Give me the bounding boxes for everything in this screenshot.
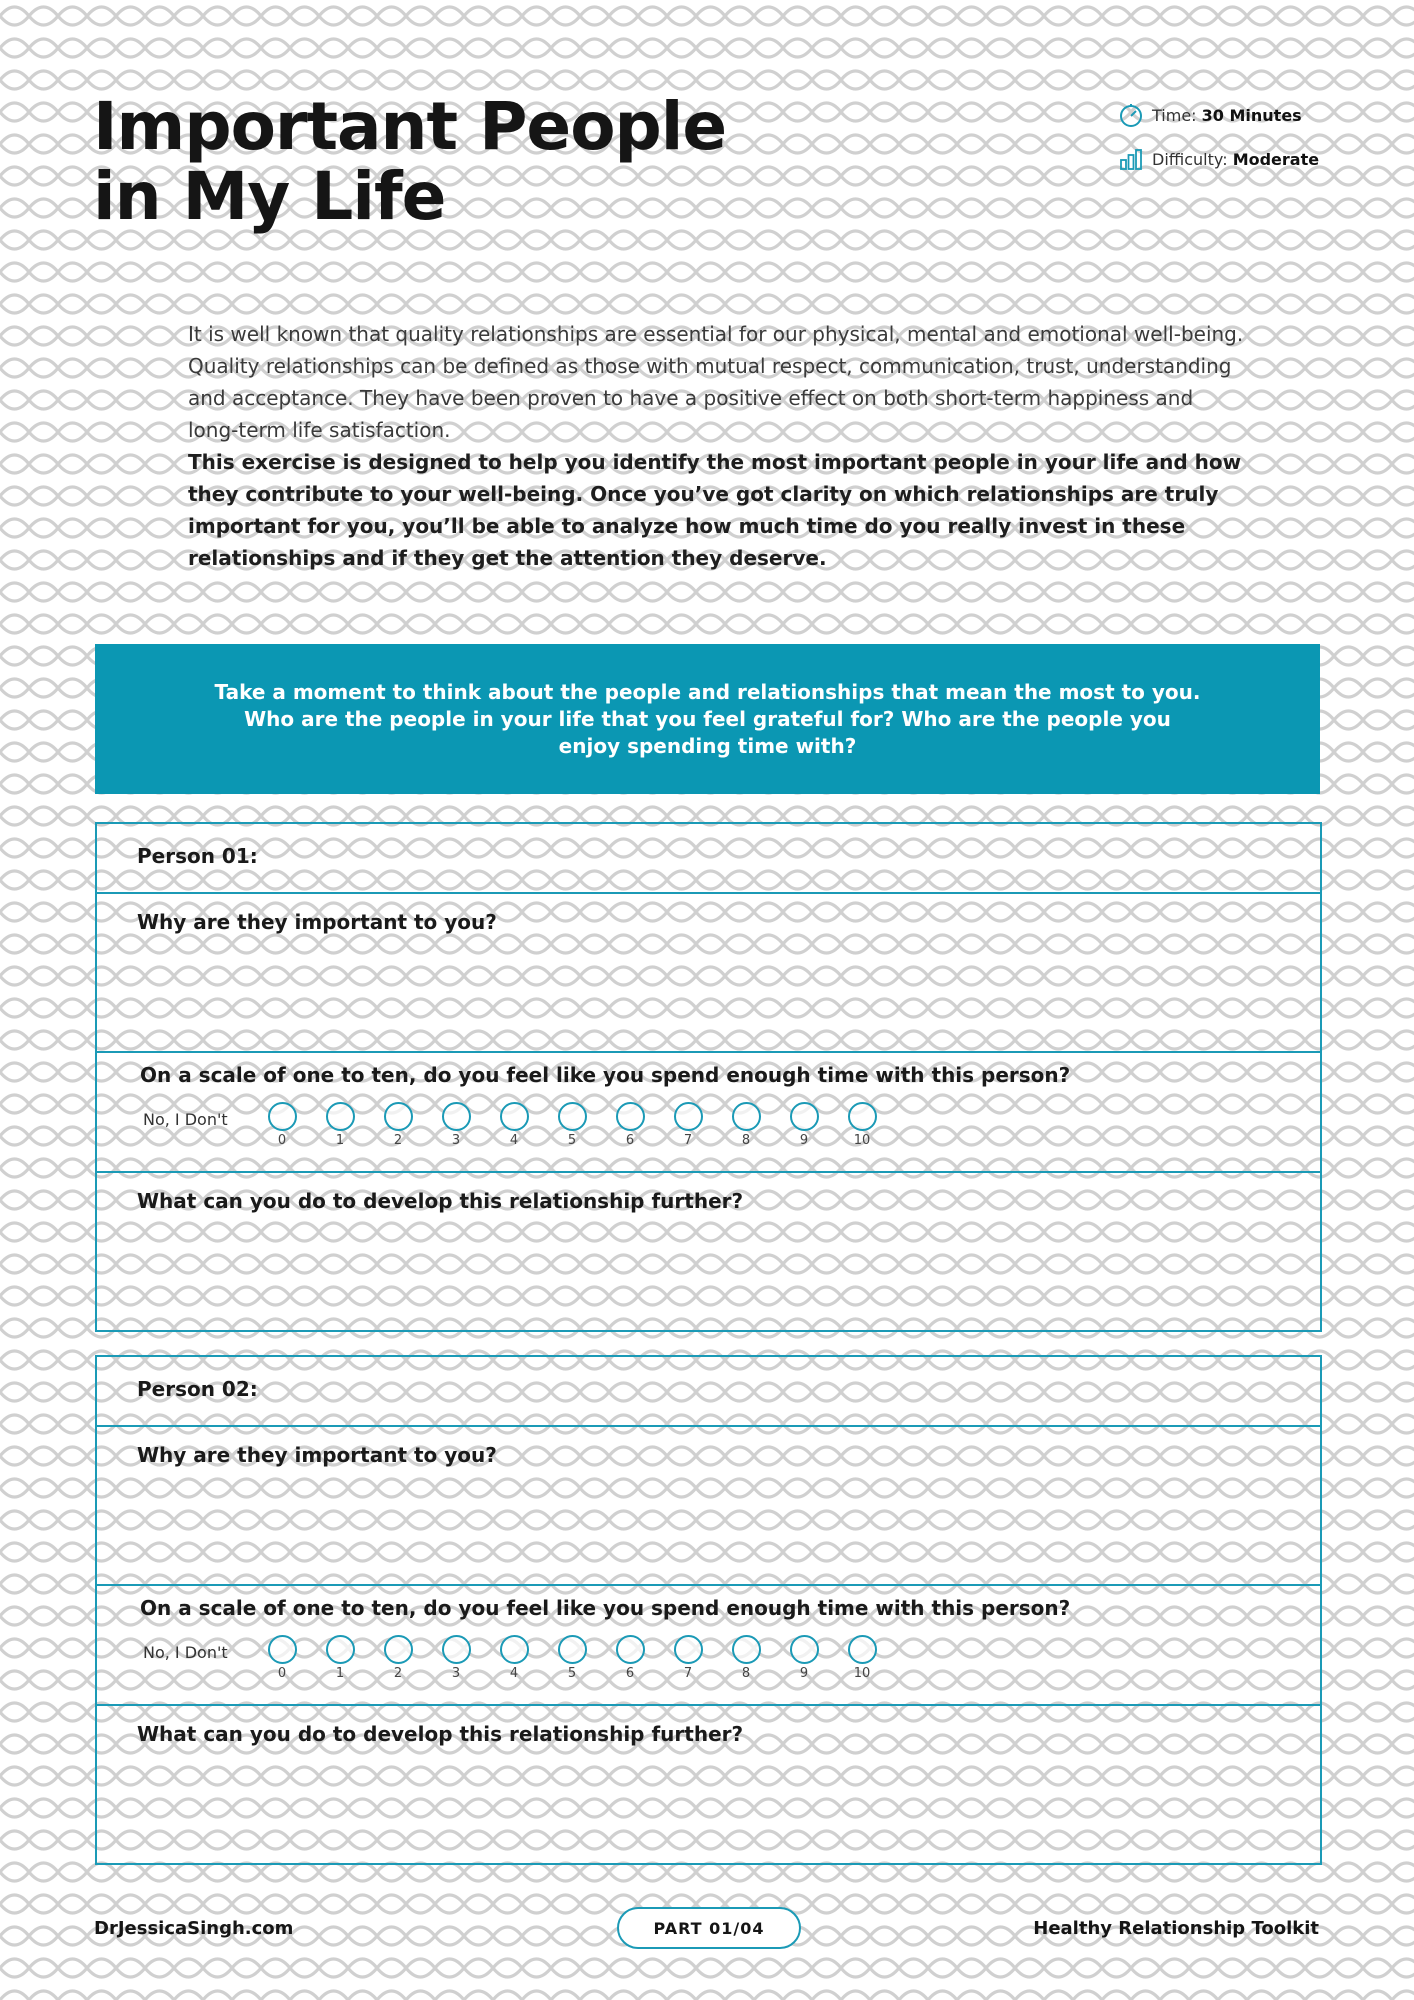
scale-question: On a scale of one to ten, do you feel like you spend enough time with this person? <box>140 1063 1071 1087</box>
scale-option-5[interactable] <box>552 1635 592 1681</box>
scale-number: 2 <box>393 1666 403 1681</box>
scale-number: 0 <box>277 1133 287 1148</box>
time-scale-row <box>97 1586 1320 1706</box>
radio-circle[interactable] <box>732 1102 761 1131</box>
scale-question: On a scale of one to ten, do you feel like you spend enough time with this person? <box>140 1596 1071 1620</box>
scale-number: 5 <box>567 1133 577 1148</box>
person-name-field[interactable] <box>97 1357 1320 1427</box>
scale-number: 1 <box>335 1666 345 1681</box>
radio-circle[interactable] <box>442 1102 471 1131</box>
scale-option-10[interactable] <box>842 1102 882 1148</box>
scale-option-0[interactable] <box>262 1102 302 1148</box>
radio-circle[interactable] <box>558 1102 587 1131</box>
why-important-field[interactable] <box>97 894 1320 1053</box>
person-card-2 <box>95 1355 1322 1865</box>
stopwatch-icon <box>1118 102 1144 128</box>
scale-option-6[interactable] <box>610 1635 650 1681</box>
radio-circle[interactable] <box>848 1635 877 1664</box>
radio-circle[interactable] <box>326 1635 355 1664</box>
radio-circle[interactable] <box>500 1635 529 1664</box>
scale-number: 10 <box>853 1133 871 1148</box>
scale-option-2[interactable] <box>378 1102 418 1148</box>
prompt-banner <box>95 644 1320 794</box>
radio-circle[interactable] <box>384 1635 413 1664</box>
radio-circle[interactable] <box>326 1102 355 1131</box>
develop-label: What can you do to develop this relationship further? <box>137 1722 744 1746</box>
scale-low-label: No, I Don't <box>143 1110 228 1129</box>
title-line-2: in My Life <box>93 158 446 235</box>
time-value: 30 Minutes <box>1201 105 1302 125</box>
scale-number: 6 <box>625 1666 635 1681</box>
scale-number: 8 <box>741 1666 751 1681</box>
radio-circle[interactable] <box>616 1102 645 1131</box>
radio-circle[interactable] <box>674 1102 703 1131</box>
scale-number: 1 <box>335 1133 345 1148</box>
radio-circle[interactable] <box>616 1635 645 1664</box>
radio-circle[interactable] <box>790 1102 819 1131</box>
person-label: Person 01: <box>137 844 258 868</box>
scale-number: 5 <box>567 1666 577 1681</box>
scale-option-1[interactable] <box>320 1102 360 1148</box>
scale-number: 4 <box>509 1666 519 1681</box>
develop-relationship-field[interactable] <box>97 1706 1320 1863</box>
part-indicator <box>617 1907 801 1949</box>
scale-number: 7 <box>683 1133 693 1148</box>
scale-number: 7 <box>683 1666 693 1681</box>
scale-option-8[interactable] <box>726 1102 766 1148</box>
scale-number: 2 <box>393 1133 403 1148</box>
scale-low-label: No, I Don't <box>143 1643 228 1662</box>
banner-text: Take a moment to think about the people and relationships that mean the most to you. Who are the people in your life that you feel grateful for? Who are the people you enjoy spending time with? <box>214 679 1201 758</box>
page-title <box>93 88 853 235</box>
scale-number: 4 <box>509 1133 519 1148</box>
scale-option-4[interactable] <box>494 1102 534 1148</box>
person-label: Person 02: <box>137 1377 258 1401</box>
scale-number: 6 <box>625 1133 635 1148</box>
develop-relationship-field[interactable] <box>97 1173 1320 1330</box>
scale-option-3[interactable] <box>436 1102 476 1148</box>
scale-number: 3 <box>451 1666 461 1681</box>
scale-option-9[interactable] <box>784 1102 824 1148</box>
scale-option-8[interactable] <box>726 1635 766 1681</box>
radio-circle[interactable] <box>674 1635 703 1664</box>
scale-option-2[interactable] <box>378 1635 418 1681</box>
person-name-field[interactable] <box>97 824 1320 894</box>
intro-paragraph: It is well known that quality relationships are essential for our physical, mental and emotional well-being. Quality relationships can be defined as those with mutual respect, communication, trust, understanding and acceptance. They have been proven to have a positive effect on both short-term happiness and long-term life satisfaction. <box>188 322 1244 442</box>
intro-text <box>188 318 1248 574</box>
title-line-1: Important People <box>93 88 727 165</box>
scale-option-6[interactable] <box>610 1102 650 1148</box>
scale-option-4[interactable] <box>494 1635 534 1681</box>
radio-circle[interactable] <box>848 1102 877 1131</box>
bar-chart-icon <box>1118 146 1144 172</box>
develop-label: What can you do to develop this relationship further? <box>137 1189 744 1213</box>
scale-option-7[interactable] <box>668 1635 708 1681</box>
scale-option-5[interactable] <box>552 1102 592 1148</box>
radio-circle[interactable] <box>500 1102 529 1131</box>
scale-option-7[interactable] <box>668 1102 708 1148</box>
radio-circle[interactable] <box>384 1102 413 1131</box>
radio-circle[interactable] <box>268 1102 297 1131</box>
why-important-label: Why are they important to you? <box>137 910 497 934</box>
time-info <box>1118 102 1398 128</box>
difficulty-value: Moderate <box>1232 149 1320 169</box>
scale-number: 10 <box>853 1666 871 1681</box>
radio-circle[interactable] <box>790 1635 819 1664</box>
scale-option-0[interactable] <box>262 1635 302 1681</box>
footer-website: DrJessicaSingh.com <box>94 1918 294 1939</box>
scale-option-9[interactable] <box>784 1635 824 1681</box>
scale-number: 0 <box>277 1666 287 1681</box>
radio-circle[interactable] <box>442 1635 471 1664</box>
time-scale-row <box>97 1053 1320 1173</box>
radio-circle[interactable] <box>558 1635 587 1664</box>
scale-option-10[interactable] <box>842 1635 882 1681</box>
person-card-1 <box>95 822 1322 1332</box>
radio-circle[interactable] <box>268 1635 297 1664</box>
time-label: Time: <box>1152 105 1197 125</box>
why-important-label: Why are they important to you? <box>137 1443 497 1467</box>
scale-number: 8 <box>741 1133 751 1148</box>
scale-option-1[interactable] <box>320 1635 360 1681</box>
why-important-field[interactable] <box>97 1427 1320 1586</box>
intro-bold-paragraph: This exercise is designed to help you identify the most important people in your life and how they contribute to your well-being. Once you’ve got clarity on which relationships are truly important for you, you’ll be able to analyze how much time do you really invest in these relationships and if they get the attention they deserve. <box>188 450 1242 570</box>
scale-option-3[interactable] <box>436 1635 476 1681</box>
scale-number: 3 <box>451 1133 461 1148</box>
footer-toolkit-title: Healthy Relationship Toolkit <box>1033 1918 1319 1939</box>
scale-number: 9 <box>799 1133 809 1148</box>
part-label: PART 01/04 <box>653 1918 765 1938</box>
difficulty-label: Difficulty: <box>1152 149 1228 169</box>
scale-number: 9 <box>799 1666 809 1681</box>
difficulty-info <box>1118 146 1398 172</box>
radio-circle[interactable] <box>732 1635 761 1664</box>
